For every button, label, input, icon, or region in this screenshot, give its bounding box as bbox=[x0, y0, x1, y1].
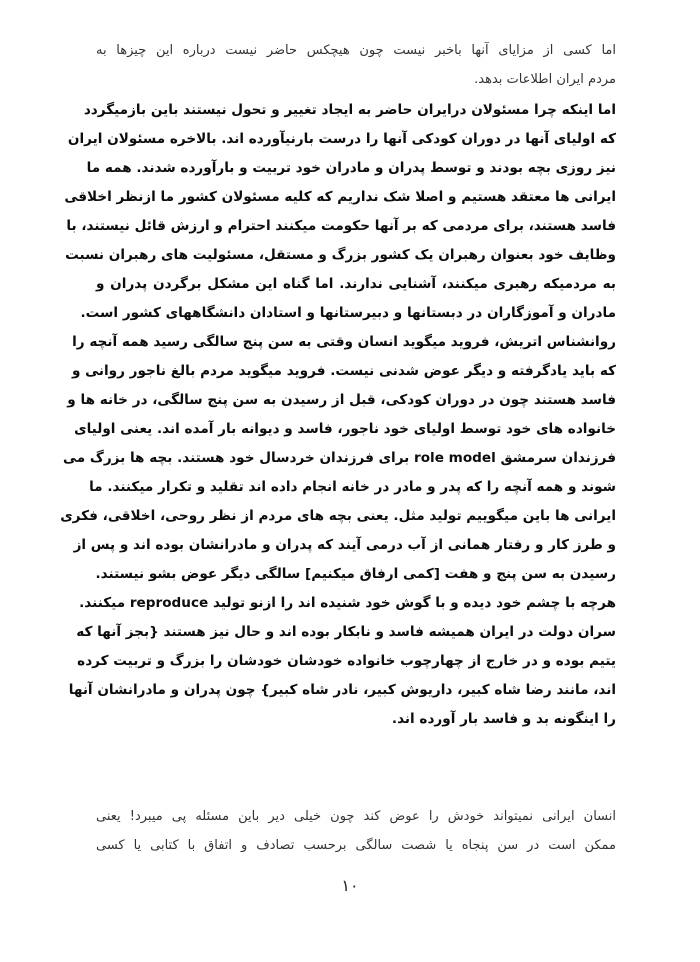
text-line: فاسد هستند چون در دوران کودکی، قبل از رسیدن به سن پنج سالگی، در خانه ها و bbox=[67, 392, 616, 408]
text-line: انسان ایرانی نمیتواند خودش را عوض کند چون خیلی دیر باین مسئله پی میبرد! یعنی bbox=[96, 809, 616, 824]
text-line: سران دولت در ایران همیشه فاسد و نابکار بوده اند و حال نیز هستند {بجز آنها که bbox=[76, 624, 616, 640]
text-line: به مردمیکه رهبری میکنند، آشنایی ندارند. اما گناه این مشکل برگردن پدران و bbox=[96, 276, 616, 292]
text-line: مادران و آموزگاران در دبستانها و دبیرستانها و استادان دانشگاههای کشور است. bbox=[80, 305, 616, 321]
text-line: فاسد هستند، برای مردمی که بر آنها حکومت میکنند احترام و ارزش قائل نیستند، با bbox=[66, 218, 616, 234]
text-line: اما اینکه چرا مسئولان درایران حاضر به ایجاد تغییر و تحول نیستند باین بازمیگردد bbox=[83, 102, 616, 118]
text-line: ایرانی ها معتقد هستیم و اصلا شک نداریم که کلیه مسئولان کشور ما ازنظر اخلاقی bbox=[64, 189, 616, 205]
text-line: روانشناس اتریش، فروید میگوید انسان وقتی به سن پنج سالگی رسید همه آنچه را bbox=[72, 334, 616, 350]
text-line: نیز روزی بچه بودند و توسط پدران و مادران خود تربیت و بارآورده شدند. همه ما bbox=[86, 160, 616, 176]
text-line: ممکن است در سن پنجاه یا شصت سالگی برحسب تصادف و اتفاق با کتابی یا کسی bbox=[96, 838, 616, 853]
paragraph-closing bbox=[96, 802, 616, 860]
paragraph-intro bbox=[96, 36, 616, 94]
text-line: و طرز کار و رفتار همانی از آب درمی آیند که پدران و مادرانشان بوده اند و پس از bbox=[73, 537, 616, 553]
text-line: فرزندان سرمشق role model برای فرزندان خردسال خود هستند. بچه ها بزرگ می bbox=[63, 450, 616, 466]
text-line: اند، مانند رضا شاه کبیر، داریوش کبیر، نادر شاه کبیر} چون پدران و مادرانشان آنها bbox=[68, 682, 616, 698]
text-line: خانواده های خود توسط اولیای خود ناجور، فاسد و دیوانه بار آمده اند. یعنی اولیای bbox=[74, 421, 616, 437]
text-line: هرچه با چشم خود دیده و با گوش خود شنیده اند را ازنو تولید reproduce میکنند. bbox=[79, 595, 616, 611]
text-line: رسیدن به سن پنج و هفت [کمی ارفاق میکنیم] سالگی دیگر عوض بشو نیستند. bbox=[95, 566, 616, 582]
text-line: که اولیای آنها در دوران کودکی آنها را درست بارنیآورده اند. بالاخره مسئولان ایران bbox=[67, 131, 616, 147]
text-line: شوند و همه آنچه را که پدر و مادر در خانه انجام داده اند تقلید و تکرار میکنند. ما bbox=[89, 479, 616, 495]
text-line: را اینگونه بد و فاسد بار آورده اند. bbox=[391, 711, 616, 727]
text-line: ایرانی ها باین میگوییم تولید مثل. یعنی بچه های مردم از نظر روحی، اخلاقی، فکری bbox=[60, 508, 616, 524]
text-line: مردم ایران اطلاعات بدهد. bbox=[474, 72, 616, 87]
paragraph-main bbox=[60, 96, 616, 734]
page-number: ۱۰ bbox=[341, 876, 359, 895]
text-line: وظایف خود بعنوان رهبران یک کشور بزرگ و مستقل، مسئولیت های رهبران نسبت bbox=[65, 247, 616, 263]
text-line: که باید یادگرفته و دیگر عوض شدنی نیست. فروید میگوید مردم بالغ ناجور روانی و bbox=[71, 363, 616, 379]
text-line: اما کسی از مزایای آنها باخبر نیست چون هیچکس حاضر نیست درباره این چیزها به bbox=[96, 43, 616, 58]
text-line: یتیم بوده و در خارج از چهارچوب خانواده خودشان خودشان را بزرگ و تربیت کرده bbox=[77, 653, 616, 669]
